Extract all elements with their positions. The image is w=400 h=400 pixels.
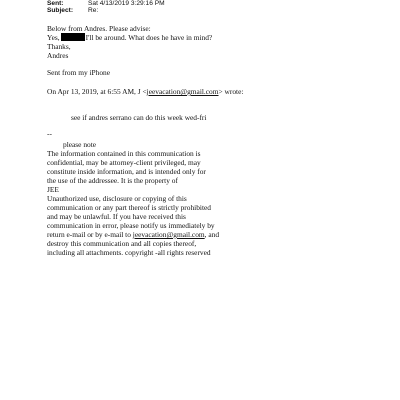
disclaimer-line-email-start: return e-mail or by e-mail to	[47, 230, 133, 239]
disclaimer-line-email	[47, 230, 219, 239]
reply-line-2-end: I'll be around. What does he have in mind?	[85, 33, 213, 42]
reply-line-1: Below from Andres. Please advise:	[47, 24, 151, 33]
disclaimer-line: including all attachments. copyright -all rights reserved	[47, 248, 211, 257]
disclaimer-line: destroy this communication and all copies thereof,	[47, 239, 197, 248]
disclaimer-email-link[interactable]: jeevacation@gmail.com	[132, 230, 205, 239]
disclaimer-line: the use of the addressee. It is the property of	[47, 176, 178, 185]
subject-value: Re:	[88, 7, 99, 14]
disclaimer-separator: --	[47, 129, 52, 138]
sent-value: Sat 4/13/2019 3:29:16 PM	[88, 0, 165, 7]
disclaimer-line: communication in error, please notify us immediately by	[47, 221, 215, 230]
quote-header-prefix: On Apr 13, 2019, at 6:55 AM, J <	[47, 87, 147, 96]
disclaimer-line: Unauthorized use, disclosure or copying of this	[47, 194, 187, 203]
reply-line-4: Andres	[47, 51, 69, 60]
disclaimer-line: constitute inside information, and is intended only for	[47, 167, 206, 176]
quote-email-link[interactable]: jeevacation@gmail.com	[146, 87, 219, 96]
reply-line-3: Thanks,	[47, 42, 71, 51]
sent-label: Sent:	[47, 0, 64, 7]
disclaimer-line-email-end: , and	[204, 230, 220, 239]
quote-header	[47, 87, 243, 96]
disclaimer-line: JEE	[47, 185, 59, 194]
reply-line-2	[47, 33, 212, 42]
disclaimer-line: The information contained in this communication is	[47, 149, 201, 158]
mobile-signature: Sent from my iPhone	[47, 68, 111, 77]
subject-row	[47, 7, 98, 15]
disclaimer-title: please note	[63, 140, 97, 149]
disclaimer-line: communication or any part thereof is strictly prohibited	[47, 203, 211, 212]
disclaimer-line: and may be unlawful. If you have received this	[47, 212, 186, 221]
quoted-message: see if andres serrano can do this week wed-fri	[71, 113, 207, 122]
reply-line-2-start: Yes,	[47, 33, 60, 42]
subject-label: Subject:	[47, 7, 74, 14]
disclaimer-line: confidential, may be attorney-client privileged, may	[47, 158, 201, 167]
quote-header-suffix: > wrote:	[218, 87, 244, 96]
redaction-box	[61, 33, 85, 41]
